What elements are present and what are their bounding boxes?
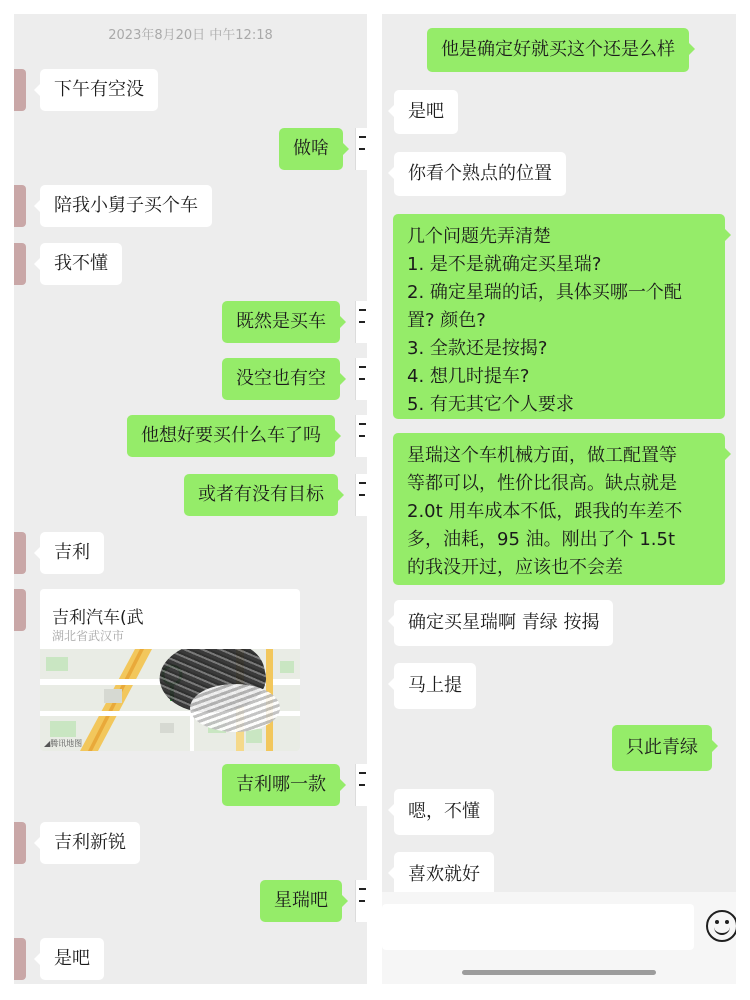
contact-avatar[interactable] xyxy=(14,532,26,574)
message-text: 只此青绿 xyxy=(626,737,698,758)
location-map[interactable] xyxy=(40,649,300,751)
chat-timestamp: 2023年8月20日 中午12:18 xyxy=(108,28,273,43)
my-avatar[interactable] xyxy=(355,415,367,457)
contact-avatar[interactable] xyxy=(14,243,26,285)
redaction-scribble xyxy=(190,684,280,732)
contact-avatar[interactable] xyxy=(14,589,26,631)
message-text: 确定买星瑞啊 青绿 按揭 xyxy=(408,612,600,633)
message-text: 是吧 xyxy=(54,948,90,969)
message-text: 嗯，不懂 xyxy=(408,801,480,822)
contact-avatar[interactable] xyxy=(14,69,26,111)
message-line: 的我没开过，应该也不会差 xyxy=(407,557,623,578)
message-bubble-outgoing[interactable] xyxy=(279,128,343,170)
message-text: 吉利哪一款 xyxy=(236,774,326,795)
message-line: 多，油耗，95 油。刚出了个 1.5t xyxy=(407,529,676,550)
message-bubble-outgoing[interactable] xyxy=(393,214,725,419)
right-chat-panel xyxy=(382,14,736,984)
message-text: 没空也有空 xyxy=(236,368,326,389)
message-text: 喜欢就好 xyxy=(408,864,480,885)
message-text: 你看个熟点的位置 xyxy=(408,163,552,184)
message-text: 或者有没有目标 xyxy=(198,484,324,505)
message-text: 是吧 xyxy=(408,101,444,122)
message-text: 星瑞吧 xyxy=(274,890,328,911)
my-avatar[interactable] xyxy=(355,358,367,400)
contact-avatar[interactable] xyxy=(14,938,26,980)
message-line: 2.0t 用车成本不低，跟我的车差不 xyxy=(407,501,683,522)
message-bubble-incoming[interactable] xyxy=(40,69,158,111)
message-bubble-incoming[interactable] xyxy=(394,152,566,196)
message-bubble-incoming[interactable] xyxy=(394,90,458,134)
my-avatar[interactable] xyxy=(355,764,367,806)
map-credit: ◢腾讯地图 xyxy=(44,739,83,748)
message-bubble-incoming[interactable] xyxy=(40,938,104,980)
location-address: 湖北省武汉市 xyxy=(52,629,125,643)
my-avatar[interactable] xyxy=(355,301,367,343)
left-chat-panel xyxy=(14,14,367,984)
my-avatar[interactable] xyxy=(355,880,367,922)
message-line: 几个问题先弄清楚 xyxy=(407,226,551,247)
message-bubble-outgoing[interactable] xyxy=(222,764,340,806)
message-text: 陪我小舅子买个车 xyxy=(54,195,198,216)
message-line: 5. 有无其它个人要求 xyxy=(407,394,574,415)
message-bubble-incoming[interactable] xyxy=(394,600,613,646)
chat-input-bar xyxy=(382,892,736,984)
message-text: 他想好要买什么车了吗 xyxy=(141,425,321,446)
message-text: 他是确定好就买这个还是么样 xyxy=(441,39,675,60)
message-line: 3. 全款还是按揭? xyxy=(407,338,548,359)
message-bubble-outgoing[interactable] xyxy=(222,301,340,343)
message-line: 4. 想几时提车? xyxy=(407,366,530,387)
message-bubble-outgoing[interactable] xyxy=(184,474,338,516)
message-line: 1. 是不是就确定买星瑞? xyxy=(407,254,602,275)
message-bubble-outgoing[interactable] xyxy=(427,28,689,72)
message-bubble-incoming[interactable] xyxy=(40,532,104,574)
message-bubble-outgoing[interactable] xyxy=(393,433,725,585)
message-bubble-incoming[interactable] xyxy=(40,243,122,285)
home-indicator[interactable] xyxy=(462,970,656,975)
message-bubble-outgoing[interactable] xyxy=(222,358,340,400)
location-card[interactable] xyxy=(40,589,300,751)
message-bubble-incoming[interactable] xyxy=(40,185,212,227)
message-text: 我不懂 xyxy=(54,253,108,274)
message-bubble-outgoing[interactable] xyxy=(260,880,342,922)
contact-avatar[interactable] xyxy=(14,822,26,864)
location-title: 吉利汽车(武 xyxy=(52,608,144,628)
my-avatar[interactable] xyxy=(355,474,367,516)
message-input[interactable] xyxy=(382,904,694,950)
message-bubble-incoming[interactable] xyxy=(394,663,476,709)
message-line: 等都可以，性价比很高。缺点就是 xyxy=(407,473,677,494)
message-text: 马上提 xyxy=(408,675,462,696)
contact-avatar[interactable] xyxy=(14,185,26,227)
message-bubble-outgoing[interactable] xyxy=(612,725,712,771)
emoji-smiley-icon[interactable] xyxy=(706,910,736,942)
message-line: 2. 确定星瑞的话，具体买哪一个配 xyxy=(407,282,682,303)
message-text: 吉利新锐 xyxy=(54,832,126,853)
message-bubble-outgoing[interactable] xyxy=(127,415,335,457)
message-bubble-incoming[interactable] xyxy=(394,789,494,835)
message-line: 星瑞这个车机械方面，做工配置等 xyxy=(407,445,677,466)
message-text: 下午有空没 xyxy=(54,79,144,100)
message-line: 置? 颜色? xyxy=(407,310,486,331)
message-text: 吉利 xyxy=(54,542,90,563)
message-text: 既然是买车 xyxy=(236,311,326,332)
message-bubble-incoming[interactable] xyxy=(40,822,140,864)
my-avatar[interactable] xyxy=(355,128,367,170)
message-text: 做啥 xyxy=(293,138,329,159)
